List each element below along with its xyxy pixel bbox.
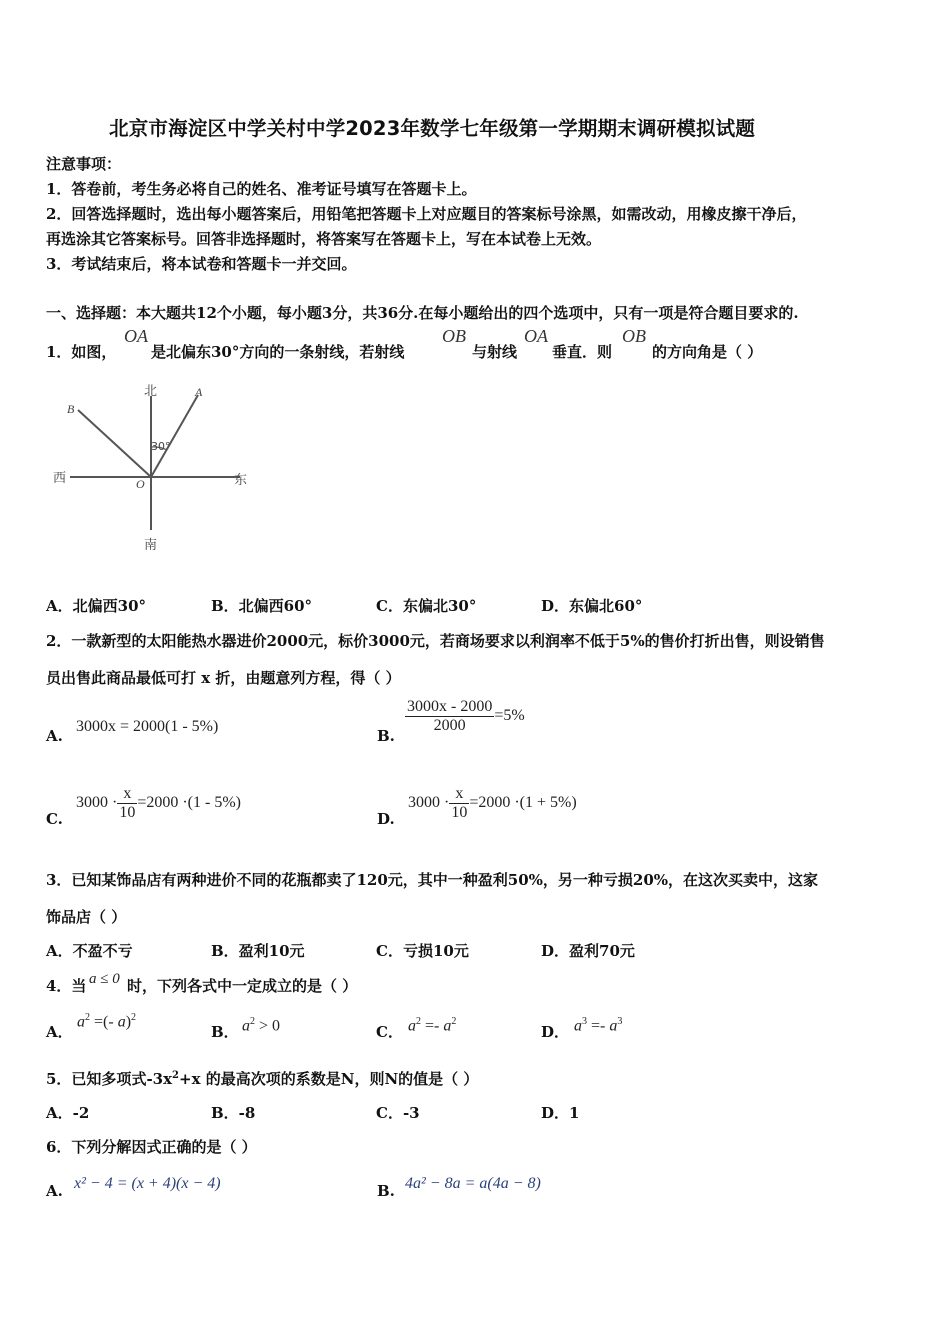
q6-option-b: 4a² − 8a = a(4a − 8) <box>405 1175 541 1192</box>
q4-condition: a ≤ 0 <box>89 971 120 987</box>
notice-item-2-cont: 再选涂其它答案标号。回答非选择题时，将答案写在答题卡上，写在本试卷上无效。 <box>46 230 602 248</box>
q5-option-c: C．-3 <box>376 1104 420 1122</box>
q2-c-rhs: =2000 ·(1 - 5%) <box>137 794 241 812</box>
label-south: 南 <box>144 538 158 553</box>
q2-label-c: C. <box>46 810 63 828</box>
q2-label-b: B. <box>377 727 395 745</box>
q1-text-1: 1．如图， <box>46 343 117 361</box>
q4-stem-2: 时，下列各式中一定成立的是（ ） <box>127 977 358 995</box>
q4-label-a: A． <box>46 1023 73 1041</box>
q2-b-rhs: =5% <box>494 707 525 725</box>
q5-option-d: D．1 <box>541 1104 580 1122</box>
q1-text-4: 垂直．则 <box>552 343 613 361</box>
q3-option-b: B．盈利10元 <box>211 942 305 960</box>
q1-vector-oa: OA <box>124 326 148 346</box>
q4-option-c: $a^2 =- a^2$ <box>408 1016 457 1035</box>
q2-label-d: D. <box>377 810 395 828</box>
q2-option-b <box>405 698 525 735</box>
q3-option-a: A．不盈不亏 <box>46 942 133 960</box>
q1-text-3: 与射线 <box>472 343 518 361</box>
q1-option-b: B．北偏西60° <box>211 597 313 615</box>
q6-label-b: B. <box>377 1182 395 1200</box>
q2-option-a: 3000x = 2000(1 - 5%) <box>76 718 219 735</box>
q4-label-c: C． <box>376 1023 403 1041</box>
label-east: 东 <box>234 473 248 488</box>
direction-diagram <box>40 378 270 558</box>
q4-label-b: B． <box>211 1023 239 1041</box>
notice-item-1: 1．答卷前，考生务必将自己的姓名、准考证号填写在答题卡上。 <box>46 180 477 198</box>
q2-option-c <box>76 785 241 822</box>
q1-option-c: C．东偏北30° <box>376 597 477 615</box>
page-title: 北京市海淀区中学关村中学2023年数学七年级第一学期期末调研模拟试题 <box>109 117 756 140</box>
q2-b-denominator: 2000 <box>405 716 494 735</box>
q2-b-numerator: 3000x - 2000 <box>407 698 493 715</box>
q2-d-rhs: =2000 ·(1 + 5%) <box>469 794 577 812</box>
notice-item-3: 3．考试结束后，将本试卷和答题卡一并交回。 <box>46 255 357 273</box>
q2-d-denominator: 10 <box>451 804 468 821</box>
q6-option-a: x² − 4 = (x + 4)(x − 4) <box>74 1175 221 1192</box>
q1-vector-oa-2: OA <box>524 326 548 346</box>
q2-d-numerator: x <box>455 785 464 802</box>
q2-label-a: A. <box>46 727 63 745</box>
label-west: 西 <box>53 471 67 486</box>
q1-option-d: D．东偏北60° <box>541 597 643 615</box>
q1-vector-ob: OB <box>442 326 466 346</box>
q3-stem-2: 饰品店（ ） <box>46 908 127 926</box>
q1-vector-ob-2: OB <box>622 326 646 346</box>
q3-option-d: D．盈利70元 <box>541 942 635 960</box>
q2-stem-1: 2．一款新型的太阳能热水器进价2000元，标价3000元，若商场要求以利润率不低于5%的售价打折出售，则设销售 <box>46 632 825 650</box>
label-origin: O <box>136 477 145 491</box>
q4-stem-1: 4．当 <box>46 977 87 995</box>
q5-option-a: A．-2 <box>46 1104 90 1122</box>
notice-item-2: 2．回答选择题时，选出每小题答案后，用铅笔把答题卡上对应题目的答案标号涂黑，如需改动，用橡皮擦干净后， <box>46 205 807 223</box>
q5-option-b: B．-8 <box>211 1104 256 1122</box>
label-point-a: A <box>195 385 203 399</box>
q1-text-5: 的方向角是（ ） <box>652 343 763 361</box>
q2-c-denominator: 10 <box>119 804 136 821</box>
ray-ob <box>78 410 151 477</box>
q6-label-a: A. <box>46 1182 63 1200</box>
q4-option-d: $a^3 =- a^3$ <box>574 1016 623 1035</box>
q6-stem: 6．下列分解因式正确的是（ ） <box>46 1138 257 1156</box>
q5-stem-post: +x 的最高次项的系数是N，则N的值是（ ） <box>179 1070 479 1088</box>
q5-stem-sup: 2 <box>172 1070 180 1081</box>
section-heading: 一、选择题：本大题共12个小题，每小题3分，共36分.在每小题给出的四个选项中，只有一项是符合题目要求的. <box>46 304 799 322</box>
q2-d-pre: 3000 · <box>408 794 450 812</box>
notice-heading: 注意事项： <box>46 155 122 173</box>
q3-stem-1: 3．已知某饰品店有两种进价不同的花瓶都卖了120元，其中一种盈利50%，另一种亏损20%，在这次买卖中，这家 <box>46 871 819 889</box>
q4-option-a: $a^2$ =(- a)$^2$ <box>77 1012 137 1031</box>
label-north: 北 <box>144 384 158 399</box>
q3-option-c: C．亏损10元 <box>376 942 469 960</box>
q5-stem <box>46 1068 478 1089</box>
q4-option-b: $a^2 > 0$ <box>242 1016 281 1035</box>
q1-text-2: 是北偏东30°方向的一条射线，若射线 <box>151 343 405 361</box>
q2-c-numerator: x <box>123 785 132 802</box>
ray-oa <box>151 395 198 477</box>
q2-c-pre: 3000 · <box>76 794 118 812</box>
q2-option-d <box>408 785 577 822</box>
q5-stem-pre: 5．已知多项式-3x <box>46 1070 173 1088</box>
label-angle: 30° <box>151 440 171 453</box>
q1-option-a: A．北偏西30° <box>46 597 147 615</box>
q2-stem-2: 员出售此商品最低可打 x 折，由题意列方程，得（ ） <box>46 669 401 687</box>
q4-label-d: D． <box>541 1023 570 1041</box>
label-point-b: B <box>67 402 75 416</box>
